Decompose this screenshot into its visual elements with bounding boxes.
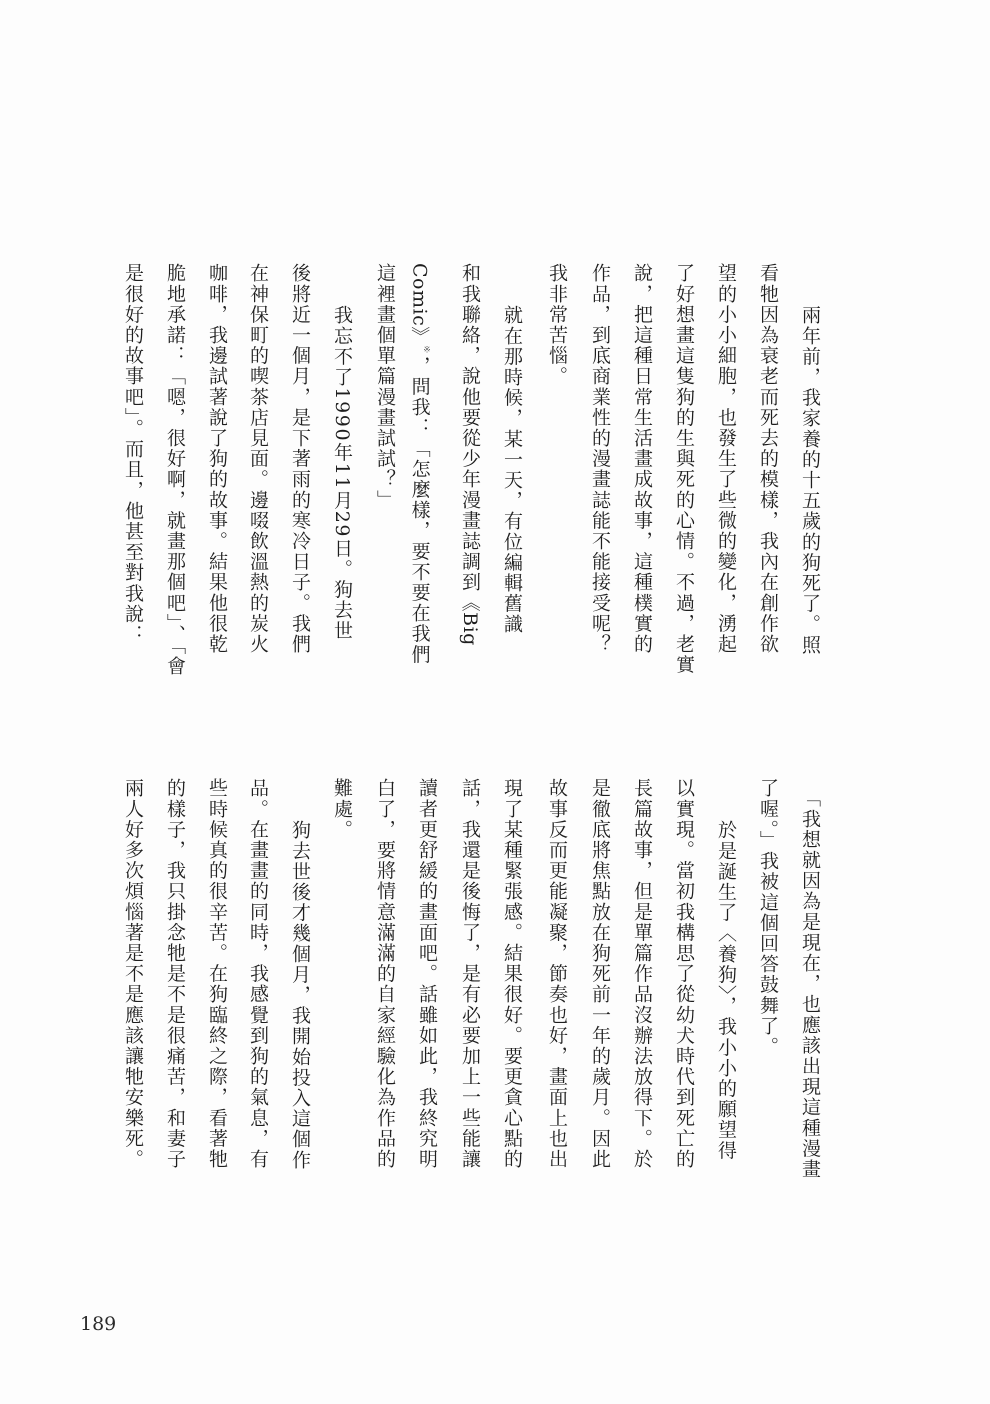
- text-column: 以實現。當初我構思了從幼犬時代到死亡的: [673, 778, 695, 1170]
- text-block-top: [0, 263, 990, 703]
- text-column: 兩人好多次煩惱著是不是應該讓牠安樂死。: [122, 778, 144, 1170]
- text-segment: 和我聯絡，說他要從少年漫畫誌調到: [459, 263, 481, 593]
- text-column: 故事反而更能凝聚，節奏也好，畫面上也出: [546, 778, 568, 1170]
- text-column: 話，我還是後悔了，是有必要加上一些能讓: [459, 778, 481, 1170]
- text-column: 望的小小細胞，也發生了些微的變化，湧起: [715, 263, 737, 655]
- text-column: 的樣子，我只掛念牠是不是很痛苦，和妻子: [164, 778, 186, 1170]
- text-column: 些時候真的很辛苦。在狗臨終之際，看著牠: [206, 778, 228, 1170]
- text-column: 作品，到底商業性的漫畫誌能不能接受呢？: [589, 263, 611, 655]
- text-column: 咖啡，我邊試著說了狗的故事。結果他很乾: [206, 263, 228, 655]
- footnote-mark: ※: [422, 345, 432, 356]
- magazine-title-start: 《Big: [459, 592, 481, 646]
- text-column: 「我想就因為是現在，也應該出現這種漫畫: [799, 788, 821, 1180]
- text-column: [408, 263, 442, 665]
- text-column: 後將近一個月，是下著雨的寒冷日子。我們: [289, 263, 311, 655]
- text-column: 脆地承諾：「嗯，很好啊，就畫那個吧」、「會: [164, 263, 186, 677]
- text-column: 我非常苦惱。: [546, 263, 568, 387]
- text-column: [455, 263, 485, 646]
- text-column: 了好想畫這隻狗的生與死的心情。不過，老實: [673, 263, 695, 675]
- text-block-bottom: [0, 778, 990, 1218]
- text-column: 我忘不了1990年11月29日。狗去世: [331, 305, 353, 642]
- text-column: 長篇故事，但是單篇作品沒辦法放得下。於: [631, 778, 653, 1170]
- text-column: 現了某種緊張感。結果很好。要更貪心點的: [501, 778, 523, 1170]
- text-column: 是很好的故事吧」。而且，他甚至對我說：: [122, 263, 144, 645]
- text-column: 白了，要將情意滿滿的自家經驗化為作品的: [374, 778, 396, 1170]
- page-number: 189: [80, 1313, 117, 1335]
- text-column: 讀者更舒緩的畫面吧。話雖如此，我終究明: [416, 778, 438, 1170]
- text-column: 這裡畫個單篇漫畫試試？」: [374, 263, 396, 511]
- text-column: 了喔。」我被這個回答鼓舞了。: [757, 778, 779, 1057]
- text-column: 就在那時候，某一天，有位編輯舊識: [501, 305, 523, 635]
- text-column: 看牠因為衰老而死去的模樣，我內在創作欲: [757, 263, 779, 655]
- text-column: 兩年前，我家養的十五歲的狗死了。照: [799, 305, 821, 656]
- text-column: 難處。: [331, 778, 353, 840]
- magazine-title-end: Comic》: [408, 263, 431, 346]
- text-column: 於是誕生了〈養狗〉，我小小的願望得: [715, 820, 737, 1161]
- text-column: 是徹底將焦點放在狗死前一年的歲月。因此: [589, 778, 611, 1170]
- text-column: 狗去世後才幾個月，我開始投入這個作: [289, 820, 311, 1171]
- text-column: 品。在畫畫的同時，我感覺到狗的氣息，有: [247, 778, 269, 1170]
- text-column: 說，把這種日常生活畫成故事，這種樸實的: [631, 263, 653, 655]
- text-segment: ，問我：「怎麼樣，要不要在我們: [408, 355, 431, 665]
- text-column: 在神保町的喫茶店見面。邊啜飲溫熱的炭火: [247, 263, 269, 655]
